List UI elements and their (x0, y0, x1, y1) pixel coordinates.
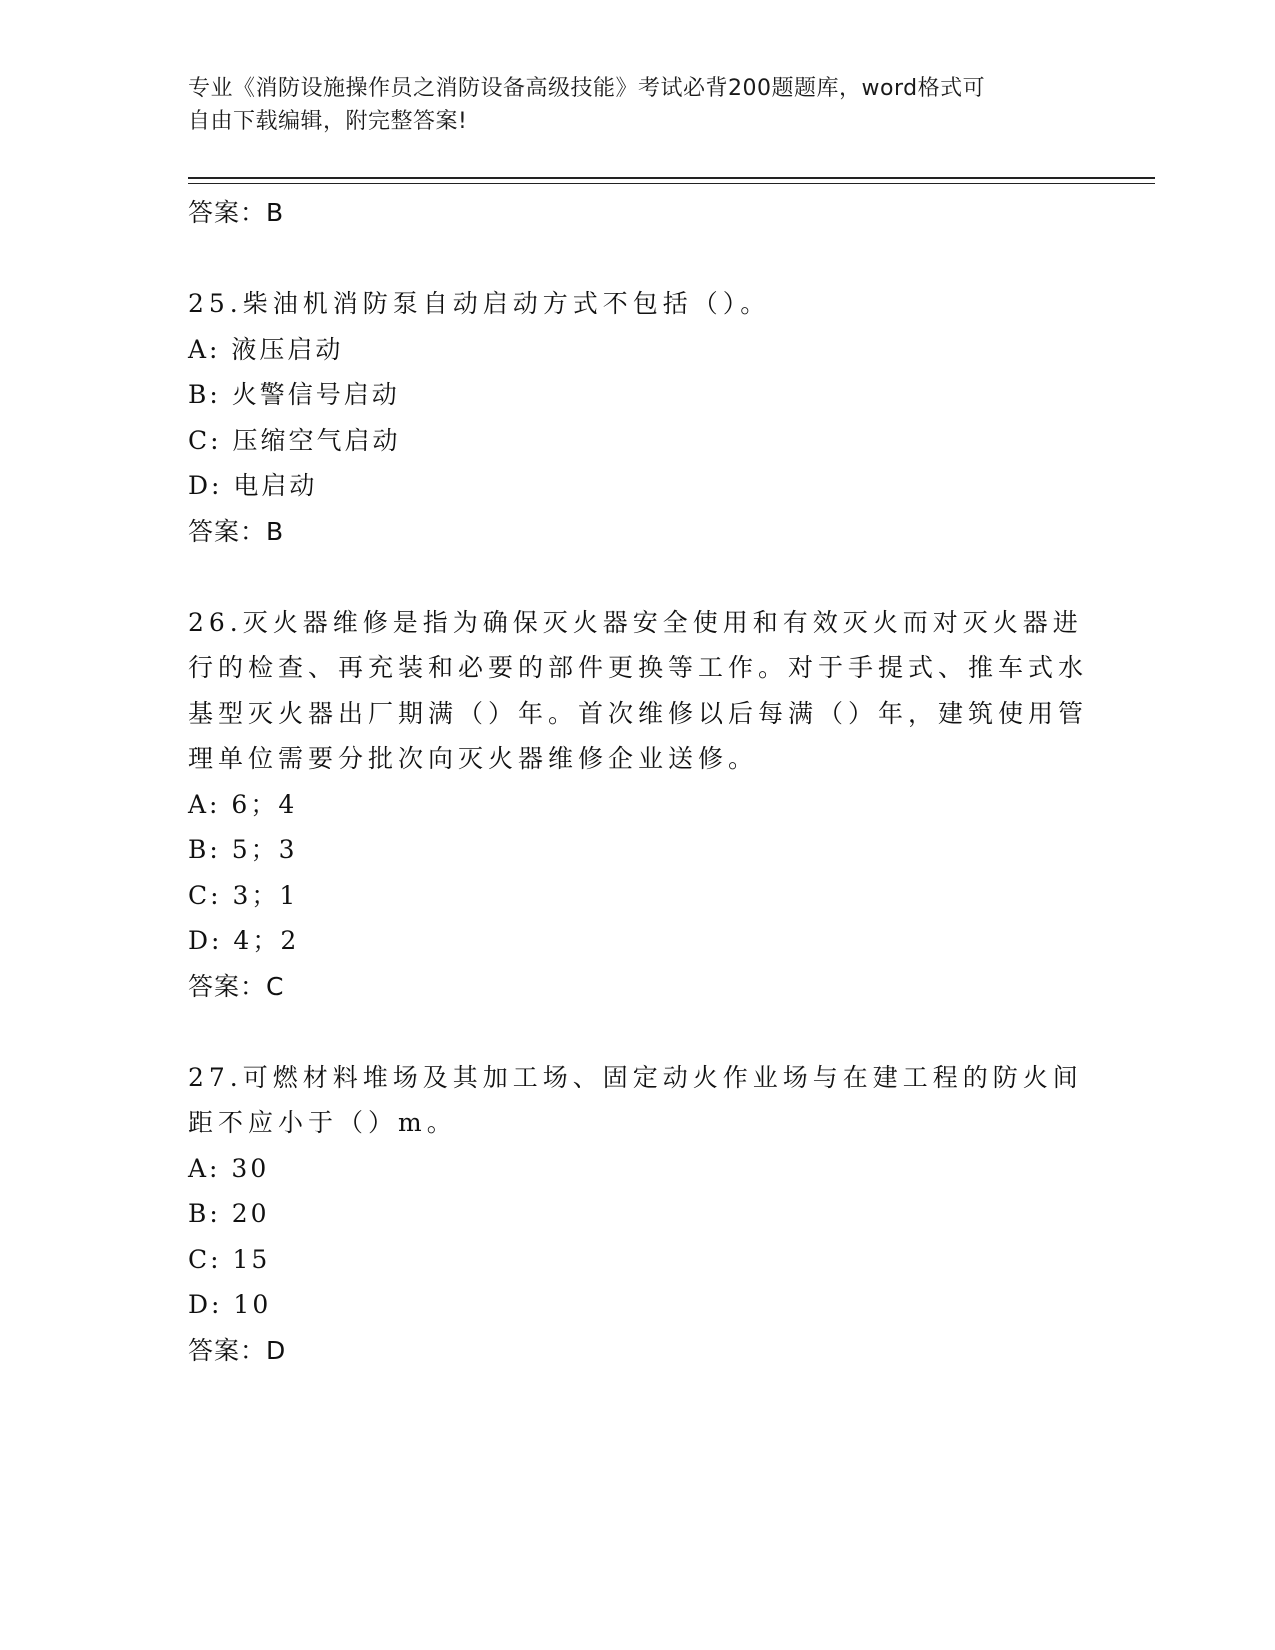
option-d: D: 10 (188, 1290, 272, 1319)
question-26 (188, 600, 1088, 1010)
document-body (188, 190, 1088, 1374)
option-d: D: 电启动 (188, 471, 318, 500)
option-a: A: 液压启动 (188, 334, 344, 364)
option-a: A: 30 (188, 1153, 270, 1183)
option-b: B: 5；3 (188, 835, 298, 864)
option-b: B: 20 (188, 1199, 270, 1228)
question-stem: 26.灭火器维修是指为确保灭火器安全使用和有效灭火而对灭火器进行的检查、再充装和必要的部件更换等工作。对于手提式、推车式水基型灭火器出厂期满（）年。首次维修以后每满（）年，建筑使用管理单位需要分批次向灭火器维修企业送修。 (188, 607, 1089, 773)
question-answer: 答案：D (188, 1335, 287, 1365)
header-line-1: 专业《消防设施操作员之消防设备高级技能》考试必背200题题库，word格式可 (188, 76, 986, 101)
header-line-2: 自由下载编辑，附完整答案! (188, 109, 468, 134)
option-c: C: 3；1 (188, 880, 299, 910)
option-c: C: 15 (188, 1244, 271, 1274)
question-answer: 答案：C (188, 971, 285, 1001)
previous-answer: 答案：B (188, 198, 285, 227)
header-rule-thin (188, 183, 1155, 184)
question-25 (188, 281, 1088, 555)
header-rule (188, 177, 1155, 179)
option-d: D: 4；2 (188, 926, 300, 955)
question-27 (188, 1055, 1088, 1374)
option-b: B: 火警信号启动 (188, 380, 400, 409)
question-stem: 25.柴油机消防泵自动启动方式不包括（）。 (188, 289, 771, 318)
question-answer: 答案：B (188, 516, 285, 546)
option-a: A: 6；4 (188, 789, 298, 819)
document-header (188, 72, 1078, 138)
question-stem: 27.可燃材料堆场及其加工场、固定动火作业场与在建工程的防火间距不应小于（）m。 (188, 1062, 1083, 1137)
option-c: C: 压缩空气启动 (188, 425, 401, 455)
